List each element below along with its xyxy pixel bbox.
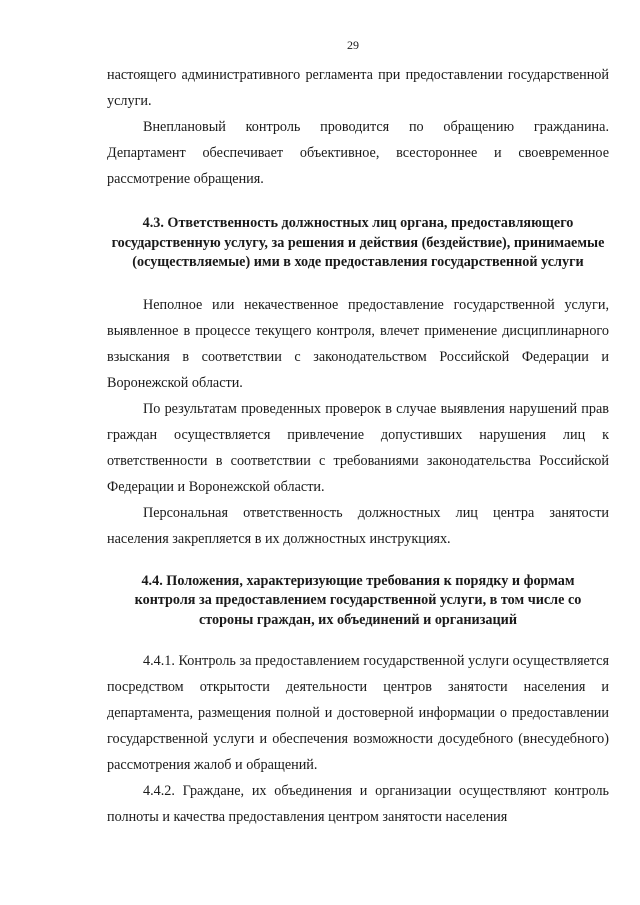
paragraph-continuation: настоящего административного регламента при предоставлении государственной услуги. — [107, 67, 609, 109]
paragraph-4-4-2: 4.4.2. Граждане, их объединения и организации осуществляют контроль полноты и качества предоставления центром занятости населения — [107, 783, 609, 825]
page-number: 29 — [347, 38, 359, 52]
paragraph-4-4-1: 4.4.1. Контроль за предоставлением государственной услуги осуществляется посредством открытости деятельности центров занятости населения и департамента, размещения полной и достоверной информации о предоставлении государственной услуги и обеспечения возможности досудебного (внесудебного) рассмотрения жалоб и обращений. — [107, 653, 609, 773]
section-4-4-heading: 4.4. Положения, характеризующие требования к порядку и формам контроля за предоставлением государственной услуги, в том числе со стороны граждан, их объединений и организаций — [134, 572, 582, 628]
paragraph-inspection-results: По результатам проведенных проверок в случае выявления нарушений прав граждан осуществляется привлечение допустивших нарушения лиц к ответственности в соответствии с требованиями законодательства Российской Федерации и Воронежской области. — [107, 400, 609, 495]
paragraph-improper-service: Неполное или некачественное предоставление государственной услуги, выявленное в процессе текущего контроля, влечет применение дисциплинарного взыскания в соответствии с законодательством Российской Федерации и Воронежской области. — [107, 296, 609, 391]
section-4-3-heading: 4.3. Ответственность должностных лиц органа, предоставляющего государственную услугу, за решения и действия (бездействие), принимаемые (осуществляемые) ими в ходе предоставления государственной услуги — [111, 215, 605, 270]
paragraph-personal-responsibility: Персональная ответственность должностных лиц центра занятости населения закрепляется в их должностных инструкциях. — [107, 504, 609, 547]
paragraph-unscheduled-control: Внеплановый контроль проводится по обращению гражданина. Департамент обеспечивает объективное, всестороннее и своевременное рассмотрение обращения. — [107, 119, 609, 187]
